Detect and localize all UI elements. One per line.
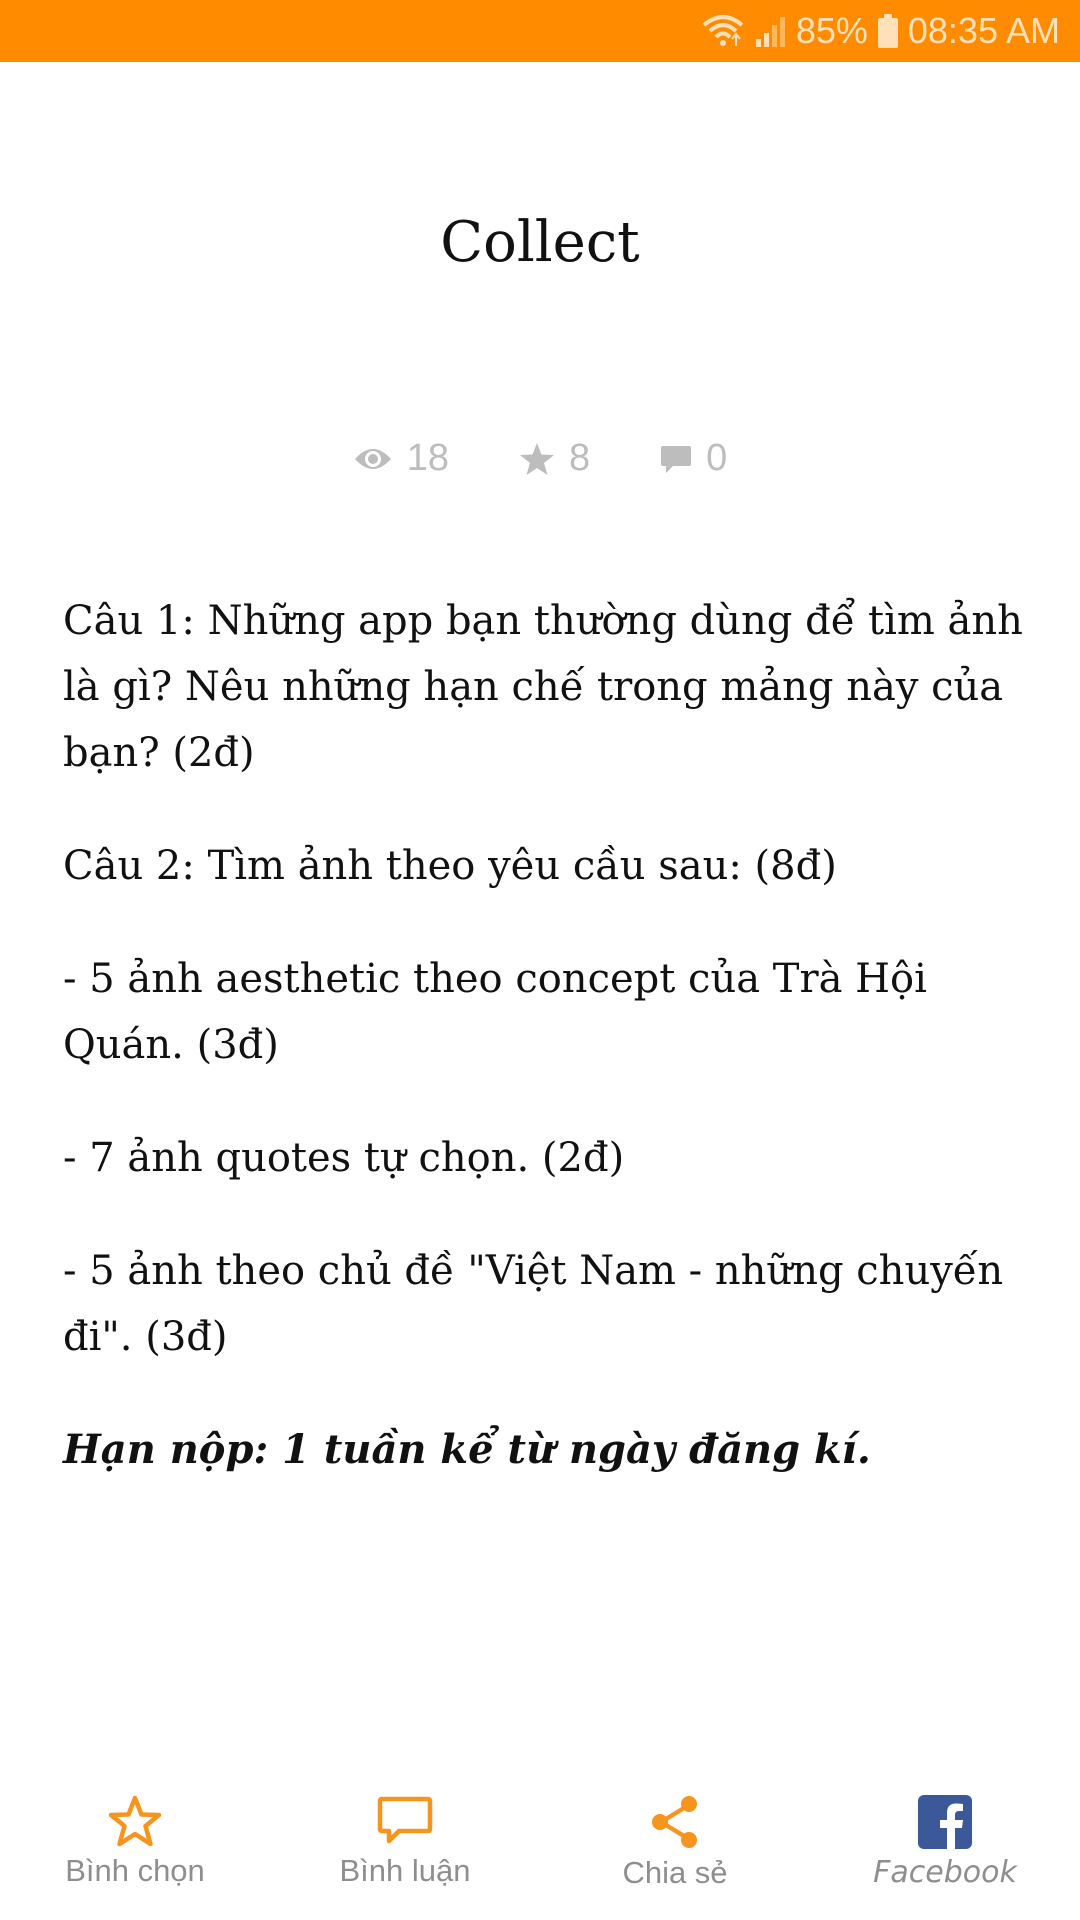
paragraph: - 5 ảnh theo chủ đề "Việt Nam - những chuyến đi". (3đ) (63, 1248, 1004, 1360)
status-icons (702, 0, 1060, 62)
battery-icon (878, 14, 898, 48)
story-title: Collect (440, 210, 640, 275)
status-bar (0, 0, 1080, 62)
facebook-icon (918, 1795, 972, 1849)
paragraph: Câu 2: Tìm ảnh theo yêu cầu sau: (8đ) (63, 843, 837, 889)
story-content (63, 588, 1023, 1530)
bottom-action-bar (0, 1780, 1080, 1920)
eye-icon (353, 445, 393, 473)
views-stat (353, 437, 449, 480)
votes-stat (519, 437, 590, 480)
comment-outline-icon (377, 1795, 433, 1847)
paragraph: Câu 1: Những app bạn thường dùng để tìm ảnh là gì? Nêu những hạn chế trong mảng này của bạn? (2đ) (63, 598, 1023, 776)
wifi-icon (702, 13, 744, 49)
story-stats (0, 437, 1080, 480)
share-label: Chia sẻ (622, 1855, 728, 1890)
facebook-label: Facebook (873, 1855, 1017, 1890)
share-icon (649, 1795, 701, 1849)
votes-count: 8 (569, 437, 591, 479)
star-icon (519, 442, 555, 476)
paragraph: - 5 ảnh aesthetic theo concept của Trà Hội Quán. (3đ) (63, 956, 927, 1068)
clock: 08:35 AM (907, 10, 1060, 51)
comment-icon (660, 443, 692, 475)
share-button[interactable] (540, 1780, 810, 1920)
battery-percent: 85% (795, 10, 868, 51)
comment-label: Bình luận (339, 1853, 471, 1888)
deadline-text: Hạn nộp: 1 tuần kể từ ngày đăng kí. (63, 1426, 871, 1473)
comments-stat (660, 437, 727, 480)
signal-icon (754, 15, 786, 47)
star-outline-icon (108, 1795, 162, 1847)
comments-count: 0 (706, 437, 728, 479)
comment-button[interactable] (270, 1780, 540, 1920)
paragraph: - 7 ảnh quotes tự chọn. (2đ) (63, 1135, 625, 1181)
vote-label: Bình chọn (65, 1853, 205, 1888)
views-count: 18 (406, 437, 449, 479)
vote-button[interactable] (0, 1780, 270, 1920)
facebook-button[interactable] (810, 1780, 1080, 1920)
